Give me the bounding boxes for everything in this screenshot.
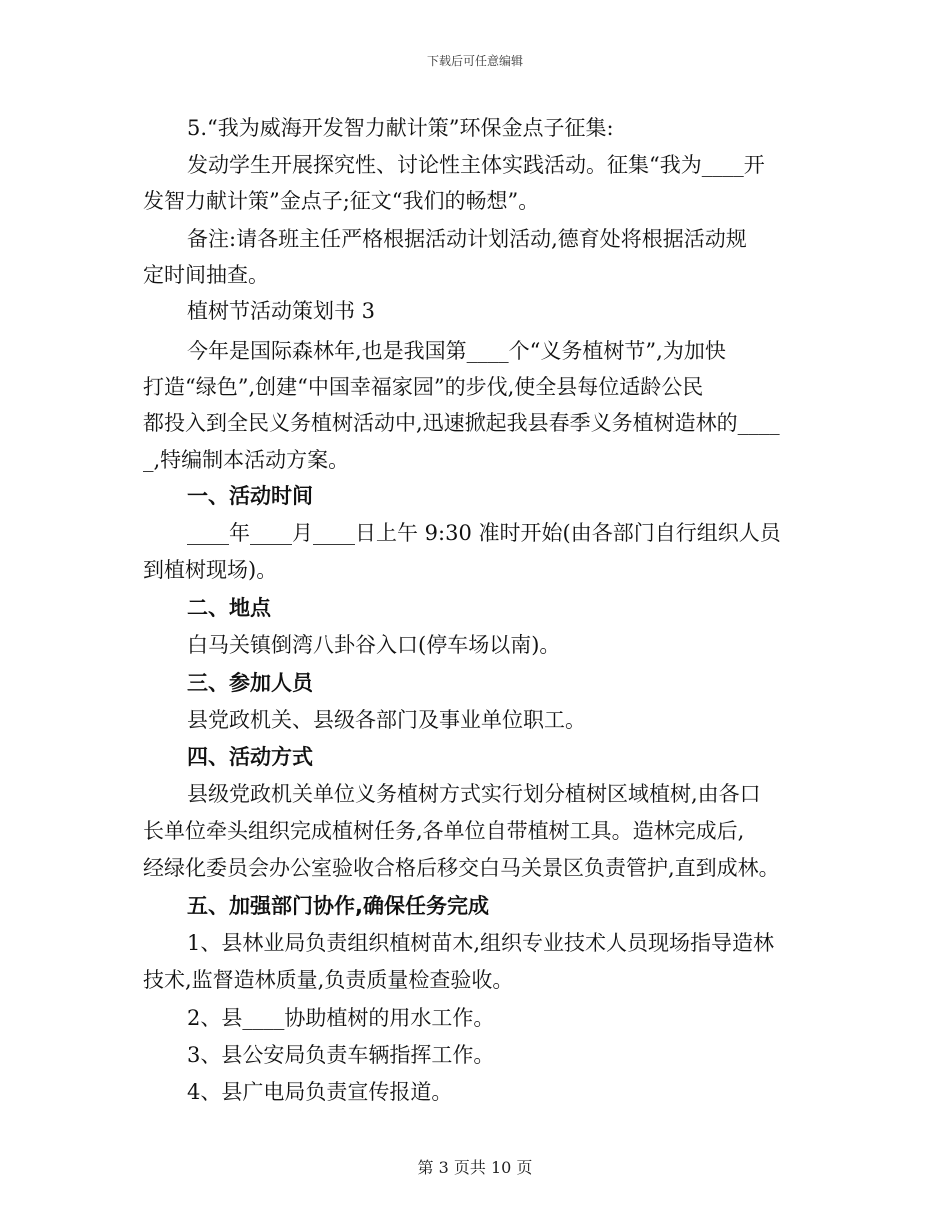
- list-item: 1、县林业局负责组织植树苗木,组织专业技术人员现场指导造林: [187, 931, 775, 955]
- paragraph-line: 白马关镇倒湾八卦谷入口(停车场以南)。: [187, 633, 561, 657]
- paragraph-line: 长单位牵头组织完成植树任务,各单位自带植树工具。造林完成后,: [143, 819, 745, 843]
- paragraph-line: 到植树现场)。: [143, 558, 278, 582]
- list-item: 2、县____协助植树的用水工作。: [187, 1006, 495, 1030]
- paragraph-line: _,特编制本活动方案。: [143, 448, 350, 472]
- paragraph-line: 县级党政机关单位义务植树方式实行划分植树区域植树,由各口: [187, 782, 761, 806]
- heading-cooperation: 五、加强部门协作,确保任务完成: [187, 894, 489, 918]
- list-item: 3、县公安局负责车辆指挥工作。: [187, 1043, 495, 1067]
- paragraph-line: 经绿化委员会办公室验收合格后移交白马关景区负责管护,直到成林。: [143, 856, 780, 880]
- page-footer: 第 3 页共 10 页: [417, 1158, 533, 1177]
- list-item-continued: 技术,监督造林质量,负责质量检查验收。: [143, 968, 514, 992]
- note-line: 定时间抽查。: [143, 263, 269, 287]
- paragraph-line: 县党政机关、县级各部门及事业单位职工。: [187, 708, 586, 732]
- item-5-heading: 5.“我为威海开发智力献计策”环保金点子征集:: [187, 116, 614, 140]
- heading-activity-time: 一、活动时间: [187, 484, 313, 508]
- list-item: 4、县广电局负责宣传报道。: [187, 1080, 453, 1104]
- paragraph-line: 今年是国际森林年,也是我国第____个“义务植树节”,为加快: [187, 339, 726, 363]
- page-header: 下载后可任意编辑: [426, 54, 523, 68]
- heading-activity-method: 四、活动方式: [187, 745, 313, 769]
- paragraph-line: 都投入到全民义务植树活动中,迅速掀起我县春季义务植树造林的____: [143, 411, 780, 435]
- paragraph-line: 发智力献计策”金点子;征文“我们的畅想”。: [143, 189, 540, 213]
- heading-participants: 三、参加人员: [187, 671, 313, 695]
- paragraph-line: ____年____月____日上午 9:30 准时开始(由各部门自行组织人员: [187, 521, 781, 545]
- note-line: 备注:请各班主任严格根据活动计划活动,德育处将根据活动规: [187, 227, 747, 251]
- paragraph-line: 发动学生开展探究性、讨论性主体实践活动。征集“我为____开: [187, 153, 765, 177]
- paragraph-line: 打造“绿色”,创建“中国幸福家园”的步伐,使全县每位适龄公民: [143, 375, 704, 399]
- heading-location: 二、地点: [187, 596, 271, 620]
- section-title: 植树节活动策划书 3: [187, 299, 376, 323]
